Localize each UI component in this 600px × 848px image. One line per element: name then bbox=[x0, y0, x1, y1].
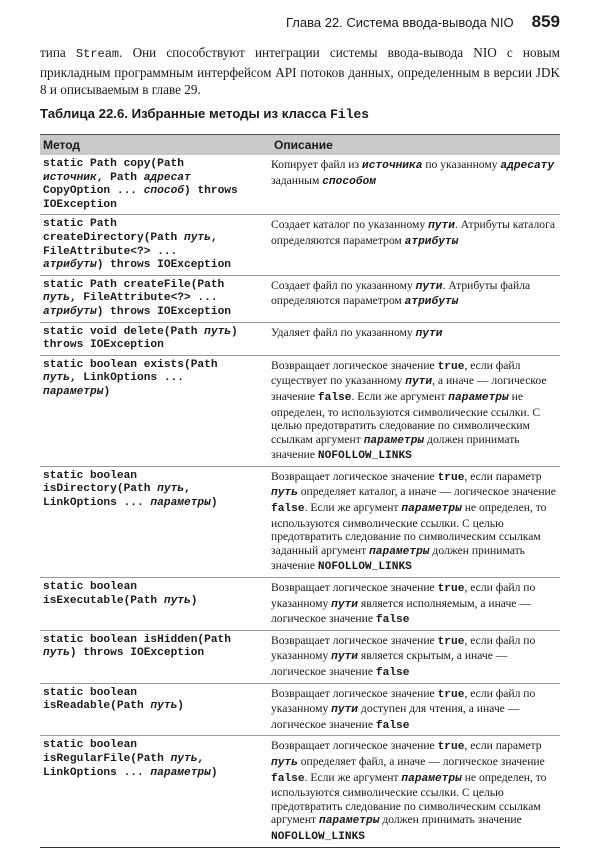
method-parameter: путь bbox=[43, 292, 70, 305]
parameter-name: пути bbox=[428, 220, 455, 233]
method-code: static boolean bbox=[43, 739, 137, 752]
parameter-name: адресату bbox=[500, 160, 555, 172]
parameter-name: параметры bbox=[448, 391, 509, 404]
parameter-name: пути bbox=[331, 598, 359, 611]
chapter-title: Глава 22. Система ввода-вывода NIO bbox=[285, 15, 514, 30]
description-text: Копирует файл из bbox=[271, 158, 362, 171]
table-caption-class: Files bbox=[330, 107, 370, 122]
method-parameter: параметры bbox=[43, 385, 104, 398]
method-code: IOException bbox=[43, 198, 117, 211]
method-code: , LinkOptions ... bbox=[69, 372, 184, 385]
code-value: false bbox=[375, 614, 410, 627]
method-parameter: адресат bbox=[143, 171, 191, 184]
method-signature bbox=[40, 215, 267, 274]
description-text: является исполняемым, а иначе — логическое значение bbox=[271, 596, 531, 626]
method-code: ) throws IOException bbox=[96, 259, 231, 272]
description-text: . Если же аргумент bbox=[304, 770, 402, 784]
description-text: , если файл по указанному bbox=[271, 633, 536, 663]
description-text: не определен, то используются символические ссылки. С целью предотвратить следование по символическим ссылкам аргумент bbox=[271, 389, 541, 446]
method-description bbox=[267, 578, 560, 630]
description-text: Возвращает логическое значение bbox=[271, 581, 438, 595]
code-value: NOFOLLOW_LINKS bbox=[271, 830, 365, 843]
method-code: ) bbox=[177, 700, 184, 713]
method-code: ) bbox=[231, 325, 238, 338]
description-text: . Если же аргумент bbox=[351, 389, 449, 403]
method-parameter: путь bbox=[43, 647, 70, 660]
method-code: static boolean isHidden(Path bbox=[43, 633, 231, 646]
table-header bbox=[40, 134, 560, 155]
method-code: LinkOptions ... bbox=[43, 766, 151, 779]
description-text: , если файл по указанному bbox=[271, 686, 536, 716]
method-code: CopyOption ... bbox=[43, 185, 144, 198]
method-parameter: источник bbox=[43, 171, 97, 184]
method-code: LinkOptions ... bbox=[43, 497, 151, 510]
method-parameter: путь bbox=[150, 700, 178, 713]
table-body bbox=[40, 155, 560, 848]
method-code: static void delete(Path bbox=[43, 325, 205, 338]
method-code: ) bbox=[210, 766, 218, 779]
method-code: , bbox=[210, 231, 218, 244]
method-code: isDirectory(Path bbox=[43, 483, 158, 496]
method-parameter: путь bbox=[204, 325, 231, 338]
description-text: должен принимать значение bbox=[271, 543, 525, 573]
method-code: static Path createFile(Path bbox=[43, 278, 225, 291]
method-code: , bbox=[197, 752, 205, 765]
method-code: static boolean bbox=[43, 686, 137, 699]
table-row bbox=[40, 578, 560, 631]
table-row bbox=[40, 323, 560, 356]
method-code: , Path bbox=[96, 171, 144, 184]
table-row bbox=[40, 276, 560, 323]
description-text: , если параметр bbox=[464, 469, 542, 483]
parameter-name: путь bbox=[271, 756, 298, 769]
description-text: Возвращает логическое значение bbox=[271, 739, 438, 753]
parameter-name: параметры bbox=[401, 503, 462, 516]
description-text: Возвращает логическое значение bbox=[271, 358, 438, 372]
method-parameter: атрибуты bbox=[43, 305, 97, 318]
method-description bbox=[267, 276, 560, 322]
method-description bbox=[267, 215, 560, 274]
method-parameter: способ bbox=[143, 185, 185, 198]
description-text: Возвращает логическое значение bbox=[271, 686, 438, 700]
description-text: определяет каталог, а иначе — логическое значение bbox=[297, 485, 556, 499]
code-value: true bbox=[437, 471, 465, 484]
parameter-name: способом bbox=[322, 175, 376, 188]
description-text: , если параметр bbox=[464, 739, 542, 753]
code-value: true bbox=[437, 583, 465, 596]
intro-paragraph bbox=[40, 44, 560, 99]
methods-table bbox=[40, 134, 560, 848]
method-signature bbox=[40, 736, 267, 846]
method-description bbox=[267, 467, 560, 577]
method-parameter: путь bbox=[157, 483, 184, 496]
method-code: throws IOException bbox=[43, 339, 164, 352]
code-value: true bbox=[437, 360, 465, 373]
method-signature bbox=[40, 276, 267, 322]
method-parameter: параметры bbox=[150, 497, 211, 510]
method-code: ) bbox=[103, 385, 111, 398]
parameter-name: параметры bbox=[319, 815, 380, 828]
description-text: является скрытым, а иначе — логическое значение bbox=[271, 649, 508, 678]
method-code: , FileAttribute<?> ... bbox=[69, 292, 218, 305]
method-parameter: путь bbox=[184, 231, 211, 244]
method-code: createDirectory(Path bbox=[43, 231, 184, 244]
description-text: , если файл существует по указанному bbox=[271, 358, 521, 388]
parameter-name: пути bbox=[405, 376, 433, 389]
method-code: static boolean bbox=[43, 581, 137, 594]
parameter-name: пути bbox=[415, 327, 443, 340]
method-signature bbox=[40, 155, 267, 214]
method-parameter: путь bbox=[43, 372, 70, 385]
table-caption bbox=[40, 106, 369, 122]
method-code: ) throws bbox=[184, 185, 238, 198]
method-description bbox=[267, 631, 560, 683]
parameter-name: пути bbox=[415, 280, 443, 293]
method-code: static Path bbox=[43, 218, 117, 231]
parameter-name: параметры bbox=[401, 772, 462, 785]
description-text: определяет файл, а иначе — логическое значение bbox=[297, 754, 545, 768]
method-parameter: параметры bbox=[150, 766, 211, 779]
method-code: ) bbox=[210, 497, 218, 510]
method-description bbox=[267, 155, 560, 214]
method-code: static boolean exists(Path bbox=[43, 358, 218, 371]
code-value: false bbox=[375, 719, 410, 732]
method-description bbox=[267, 736, 560, 846]
method-code: ) throws IOException bbox=[69, 647, 205, 660]
method-signature bbox=[40, 467, 267, 577]
table-caption-text: Таблица 22.6. Избранные методы из класса bbox=[40, 106, 331, 121]
method-code: ) throws IOException bbox=[96, 305, 231, 318]
method-description bbox=[267, 356, 560, 466]
description-text: Создает файл по указанному bbox=[271, 278, 416, 292]
parameter-name: параметры bbox=[363, 434, 425, 447]
intro-text-end: . Они способствуют интеграции системы ввода-вывода NIO с новым прикладным программным интерфейсом API потоков данных, определенным в версии JDK 8 и описываемым в главе 29. bbox=[40, 45, 561, 97]
method-parameter: путь bbox=[170, 752, 198, 765]
description-text: . Атрибуты файла определяются параметром bbox=[271, 278, 531, 308]
method-signature bbox=[40, 323, 267, 355]
table-row bbox=[40, 684, 560, 737]
description-text: Удаляет файл по указанному bbox=[271, 325, 416, 339]
description-text: не определен, то используются символические ссылки. С целью предотвратить следование по символическим ссылкам аргумент bbox=[271, 770, 547, 827]
method-description bbox=[267, 684, 560, 736]
description-text: не определен, то используются символические ссылки. С целью предотвратить следование по символическим ссылкам заданный аргумент bbox=[271, 501, 547, 557]
running-header bbox=[286, 12, 560, 32]
method-signature bbox=[40, 631, 267, 683]
description-text: , если файл по указанному bbox=[271, 581, 536, 610]
method-signature bbox=[40, 578, 267, 630]
parameter-name: атрибуты bbox=[404, 235, 459, 248]
method-code: static boolean bbox=[43, 469, 137, 482]
table-row bbox=[40, 736, 560, 847]
method-code: isRegularFile(Path bbox=[43, 752, 171, 765]
description-text: . Если же аргумент bbox=[304, 501, 402, 515]
method-signature bbox=[40, 684, 267, 736]
description-text: , а иначе — логическое значение bbox=[271, 374, 547, 403]
description-text: Возвращает логическое значение bbox=[271, 469, 438, 483]
method-parameter: атрибуты bbox=[43, 259, 97, 272]
column-header-description: Описание bbox=[274, 138, 333, 152]
code-value: NOFOLLOW_LINKS bbox=[317, 450, 412, 463]
table-row bbox=[40, 155, 560, 215]
method-code: ) bbox=[190, 594, 198, 607]
method-code: static Path copy(Path bbox=[43, 158, 184, 170]
method-parameter: путь bbox=[163, 594, 191, 607]
code-value: true bbox=[437, 688, 465, 701]
code-value: true bbox=[437, 635, 465, 648]
parameter-name: параметры bbox=[369, 545, 430, 558]
description-text: доступен для чтения, а иначе — логическое значение bbox=[271, 702, 520, 731]
description-text: по указанному bbox=[422, 158, 501, 171]
table-row bbox=[40, 467, 560, 578]
parameter-name: пути bbox=[331, 651, 359, 664]
parameter-name: путь bbox=[271, 487, 298, 500]
column-header-method: Метод bbox=[43, 138, 81, 152]
method-code: isReadable(Path bbox=[43, 700, 151, 713]
parameter-name: пути bbox=[331, 704, 359, 717]
code-value: true bbox=[437, 741, 465, 754]
description-text: Возвращает логическое значение bbox=[271, 633, 438, 647]
book-page bbox=[40, 0, 561, 843]
table-row bbox=[40, 215, 560, 275]
method-code: FileAttribute<?> ... bbox=[43, 245, 178, 258]
description-text: заданным bbox=[271, 173, 323, 187]
method-signature bbox=[40, 356, 267, 466]
parameter-name: источника bbox=[362, 160, 423, 172]
description-text: Создает каталог по указанному bbox=[271, 218, 429, 232]
code-value: NOFOLLOW_LINKS bbox=[317, 561, 412, 574]
code-value: false bbox=[375, 667, 410, 679]
code-value: false bbox=[271, 503, 305, 516]
table-row bbox=[40, 631, 560, 684]
code-value: false bbox=[317, 391, 352, 404]
method-code: , bbox=[184, 483, 191, 496]
description-text: . Атрибуты каталога определяются параметром bbox=[271, 218, 556, 247]
method-code: isExecutable(Path bbox=[43, 594, 164, 607]
table-row bbox=[40, 356, 560, 467]
intro-code: Stream bbox=[75, 47, 120, 61]
method-description bbox=[267, 323, 560, 355]
description-text: должен принимать значение bbox=[379, 813, 522, 827]
description-text: должен принимать значение bbox=[271, 432, 520, 462]
page-number: 859 bbox=[531, 12, 560, 31]
code-value: false bbox=[271, 772, 305, 785]
parameter-name: атрибуты bbox=[404, 296, 459, 309]
intro-text-start: типа bbox=[40, 45, 76, 60]
